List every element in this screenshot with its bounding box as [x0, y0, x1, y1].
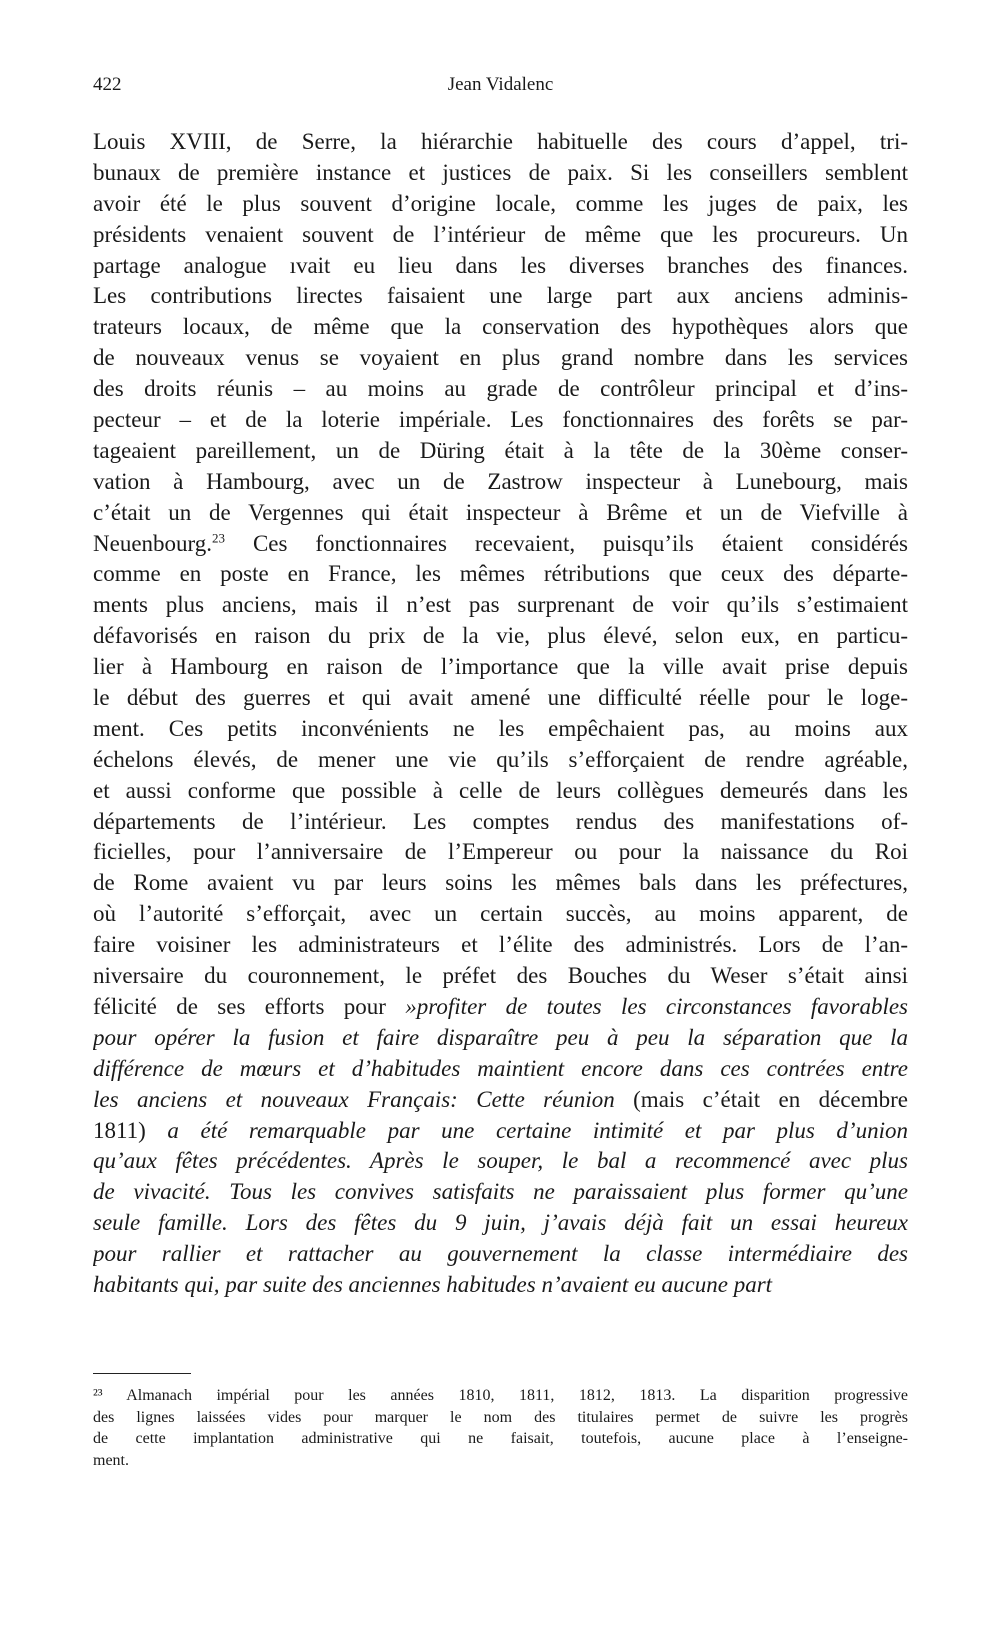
- text-run: ment. Ces petits inconvénients ne les empêchaient pas, au moins aux: [93, 715, 908, 741]
- body-line: [93, 1239, 908, 1270]
- italic-text: différence de mœurs et d’habitudes maintient encore dans ces contrées entre: [93, 1055, 908, 1081]
- body-line: [93, 467, 908, 498]
- text-run: partage analogue ıvait eu lieu dans les diverses branches des finances.: [93, 252, 908, 278]
- body-line: [93, 405, 908, 436]
- body-line: [93, 436, 908, 467]
- text-run: ments plus anciens, mais il n’est pas surprenant de voir qu’ils s’estimaient: [93, 592, 908, 618]
- body-line: [93, 590, 908, 621]
- body-line: [93, 868, 908, 899]
- body-line: [93, 776, 908, 807]
- text-run: Ces fonctionnaires recevaient, puisqu’ils étaient considérés: [225, 530, 908, 556]
- body-line: [93, 529, 908, 560]
- running-head: Jean Vidalenc: [447, 74, 554, 95]
- text-run: (mais c’était en décembre: [614, 1086, 908, 1112]
- body-line: [93, 158, 908, 189]
- text-run: tageaient pareillement, un de Düring était à la tête de la 30ème conser-: [93, 437, 908, 463]
- text-run: et aussi conforme que possible à celle de leurs collègues demeurés dans les: [93, 777, 908, 803]
- text-run: trateurs locaux, de même que la conservation des hypothèques alors que: [93, 314, 908, 340]
- body-line: [93, 807, 908, 838]
- text-run: de nouveaux venus se voyaient en plus grand nombre dans les services: [93, 345, 908, 371]
- body-line: [93, 343, 908, 374]
- italic-text: habitants qui, par suite des anciennes habitudes n’avaient eu aucune part: [93, 1271, 773, 1297]
- text-run: de Rome avaient vu par leurs soins les mêmes bals dans les préfectures,: [93, 870, 908, 896]
- body-line: [93, 1270, 908, 1301]
- footnote-ref: 23: [212, 529, 226, 545]
- text-run: c’était un de Vergennes qui était inspecteur à Brême et un de Viefville à: [93, 499, 908, 525]
- body-line: [93, 220, 908, 251]
- italic-text: de vivacité. Tous les convives satisfaits ne paraissaient plus former qu’une: [93, 1179, 908, 1205]
- footnote-line: ment.: [93, 1451, 129, 1469]
- body-line: [93, 498, 908, 529]
- body-line: [93, 961, 908, 992]
- page-number: 422: [93, 74, 122, 95]
- text-run: le début des guerres et qui avait amené une difficulté réelle pour le loge-: [93, 685, 908, 711]
- text-run: défavorisés en raison du prix de la vie, plus élevé, selon eux, en particu-: [93, 623, 908, 649]
- text-run: Les contributions lirectes faisaient une large part aux anciens adminis-: [93, 283, 908, 309]
- italic-text: qu’aux fêtes précédentes. Après le souper, le bal a recommencé avec plus: [93, 1148, 908, 1174]
- italic-text: pour rallier et rattacher au gouvernement la classe intermédiaire des: [93, 1241, 908, 1267]
- text-run: vation à Hambourg, avec un de Zastrow inspecteur à Lunebourg, mais: [93, 468, 908, 494]
- body-line: [93, 899, 908, 930]
- text-run: faire voisiner les administrateurs et l’élite des administrés. Lors de l’an-: [93, 932, 908, 958]
- text-run: présidents venaient souvent de l’intérieur de même que les procureurs. Un: [93, 221, 908, 247]
- text-run: avoir été le plus souvent d’origine locale, comme les juges de paix, les: [93, 190, 908, 216]
- text-run: départements de l’intérieur. Les comptes rendus des manifestations of-: [93, 808, 908, 834]
- body-line: [93, 621, 908, 652]
- text-run: où l’autorité s’efforçait, avec un certain succès, au moins apparent, de: [93, 901, 908, 927]
- body-line: [93, 714, 908, 745]
- body-line: [93, 281, 908, 312]
- body-line: [93, 374, 908, 405]
- italic-text: seule famille. Lors des fêtes du 9 juin, j’avais déjà fait un essai heureux: [93, 1210, 908, 1236]
- text-run: Louis XVIII, de Serre, la hiérarchie habituelle des cours d’appel, tri-: [93, 129, 908, 154]
- text-run: Neuenbourg.: [93, 530, 213, 556]
- body-line: [93, 1116, 908, 1147]
- italic-text: a été remarquable par une certaine intimité et par plus d’union: [167, 1117, 908, 1143]
- italic-text: »profiter de toutes les circonstances favorables: [405, 993, 908, 1019]
- italic-text: les anciens et nouveaux Français: Cette réunion: [93, 1086, 615, 1112]
- text-run: échelons élevés, de mener une vie qu’ils s’efforçaient de rendre agréable,: [93, 746, 908, 772]
- footnotes: [93, 1385, 908, 1471]
- body-line: [93, 559, 908, 590]
- page-header: [93, 74, 908, 104]
- text-run: 1811): [93, 1117, 168, 1143]
- body-line: [93, 837, 908, 868]
- text-run: félicité de ses efforts pour: [93, 993, 406, 1019]
- text-run: lier à Hambourg en raison de l’importance que la ville avait prise depuis: [93, 654, 908, 680]
- body-line: [93, 1085, 908, 1116]
- body-line: [93, 189, 908, 220]
- footnote-line: de cette implantation administrative qui ne faisait, toutefois, aucune place à l’enseigne-: [93, 1430, 908, 1447]
- body-line: [93, 312, 908, 343]
- body-line: [93, 745, 908, 776]
- body-line: [93, 251, 908, 282]
- body-line: [93, 683, 908, 714]
- footnote-line: des lignes laissées vides pour marquer le nom des titulaires permet de suivre les progrès: [93, 1408, 908, 1426]
- text-run: niversaire du couronnement, le préfet des Bouches du Weser s’était ainsi: [93, 963, 908, 989]
- body-line: [93, 930, 908, 961]
- italic-text: pour opérer la fusion et faire disparaître peu à peu la séparation que la: [93, 1024, 908, 1050]
- body-line: [93, 1208, 908, 1239]
- footnote-line: ²³ Almanach impérial pour les années 1810, 1811, 1812, 1813. La disparition progressive: [93, 1387, 908, 1404]
- text-run: des droits réunis – au moins au grade de contrôleur principal et d’ins-: [93, 376, 908, 402]
- body-line: [93, 1054, 908, 1085]
- body-text: [93, 127, 908, 1301]
- text-run: bunaux de première instance et justices de paix. Si les conseillers semblent: [93, 159, 908, 185]
- text-run: ficielles, pour l’anniversaire de l’Empereur ou pour la naissance du Roi: [93, 839, 908, 865]
- text-run: comme en poste en France, les mêmes rétributions que ceux des départe-: [93, 561, 908, 587]
- body-line: [93, 1177, 908, 1208]
- text-run: pecteur – et de la loterie impériale. Les fonctionnaires des forêts se par-: [93, 407, 908, 433]
- body-line: [93, 1023, 908, 1054]
- body-line: [93, 652, 908, 683]
- body-line: [93, 1146, 908, 1177]
- body-line: [93, 127, 908, 158]
- footnote-rule: [93, 1373, 191, 1374]
- body-line: [93, 992, 908, 1023]
